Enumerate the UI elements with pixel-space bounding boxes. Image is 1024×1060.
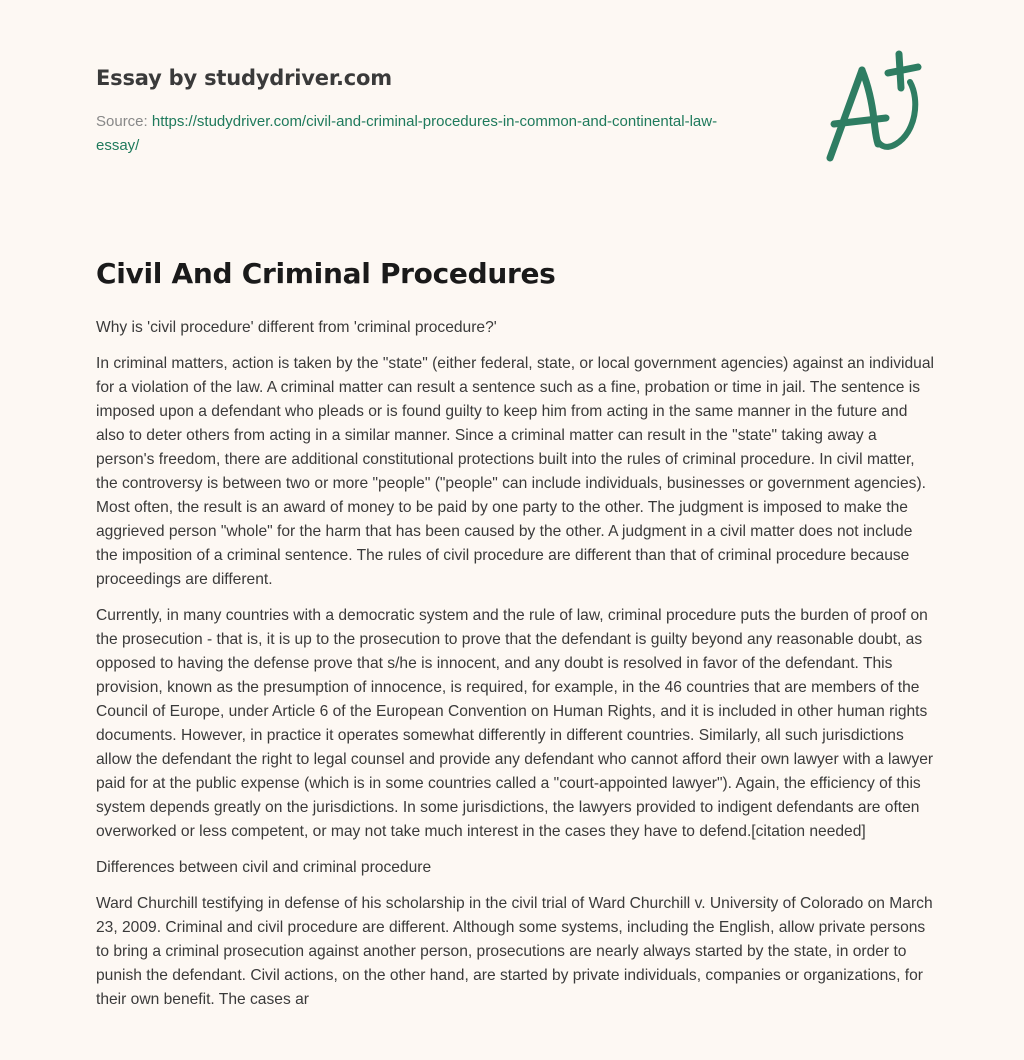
source-link[interactable]: https://studydriver.com/civil-and-criminal-procedures-in-common-and-continental-law-essay/ [96,113,718,154]
a-plus-grade-icon [820,40,930,170]
source-label: Source: [96,113,152,130]
article-paragraph: Ward Churchill testifying in defense of his scholarship in the civil trial of Ward Churchill v. University of Colorado on March 23, 2009. Criminal and civil procedure are different. Although some systems, including the English, allow private persons to bring a criminal prosecution against another person, prosecutions are nearly always started by the state, in order to punish the defendant. Civil actions, on the other hand, are started by private individuals, companies or organizations, for their own benefit. The cases ar [96,895,933,1008]
article-paragraph: Currently, in many countries with a democratic system and the rule of law, criminal procedure puts the burden of proof on the prosecution - that is, it is up to the prosecution to prove that the defendant is guilty beyond any reasonable doubt, as opposed to having the defense prove that s/he is innocent, and any doubt is resolved in favor of the defendant. This provision, known as the presumption of innocence, is required, for example, in the 46 countries that are members of the Council of Europe, under Article 6 of the European Convention on Human Rights, and it is included in other human rights documents. However, in practice it operates somewhat differently in different countries. Similarly, all such jurisdictions allow the defendant the right to legal counsel and provide any defendant who cannot afford their own lawyer with a lawyer paid for at the public expense (which is in some countries called a "court-appointed lawyer"). Again, the efficiency of this system depends greatly on the jurisdictions. In some jurisdictions, the lawyers provided to indigent defendants are often overworked or less competent, or may not take much interest in the cases they have to defend.[citation needed] [96,607,934,840]
article-body [96,316,936,1024]
article-paragraph-question: Why is 'civil procedure' different from 'criminal procedure?' [96,319,497,336]
site-brand: Essay by studydriver.com [96,66,392,90]
article-paragraph: In criminal matters, action is taken by the "state" (either federal, state, or local government agencies) against an individual for a violation of the law. A criminal matter can result a sentence such as a fine, probation or time in jail. The sentence is imposed upon a defendant who pleads or is found guilty to keep him from acting in the same manner in the future and also to deter others from acting in a similar manner. Since a criminal matter can result in the "state" taking away a person's freedom, there are additional constitutional protections built into the rules of criminal procedure. In civil matter, the controversy is between two or more "people" ("people" can include individuals, businesses or government agencies). Most often, the result is an award of money to be paid by one party to the other. The judgment is imposed to make the aggrieved person "whole" for the harm that has been caused by the other. A judgment in a civil matter does not include the imposition of a criminal sentence. The rules of civil procedure are different than that of criminal procedure because proceedings are different. [96,355,934,588]
article-title: Civil And Criminal Procedures [96,257,556,290]
article-subheading: Differences between civil and criminal procedure [96,859,432,876]
essay-header [96,64,736,158]
source-line [96,110,736,158]
